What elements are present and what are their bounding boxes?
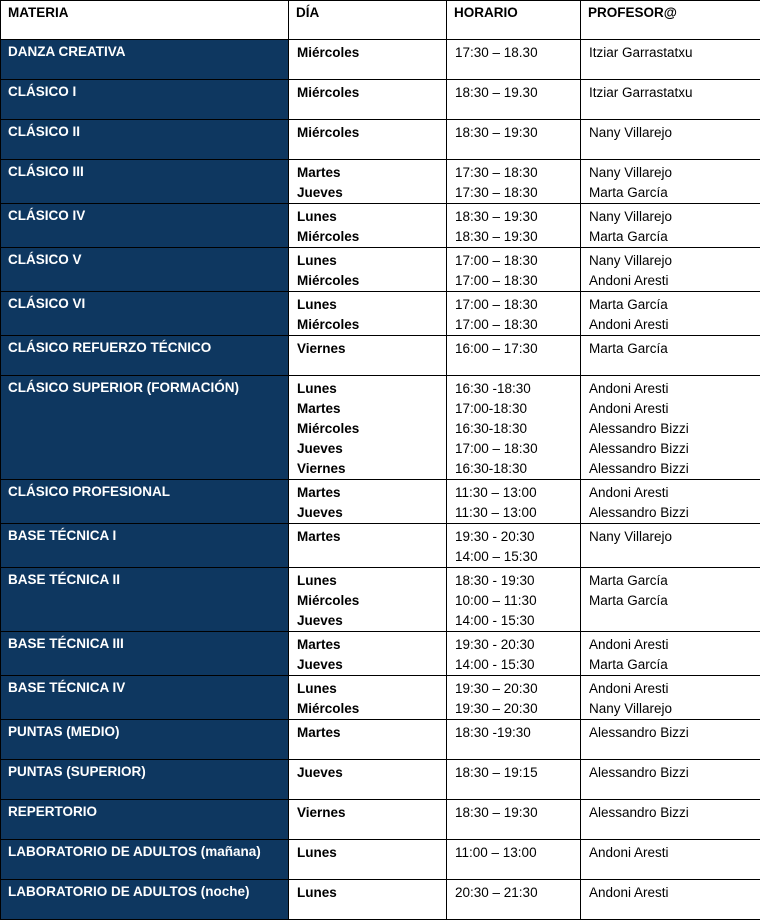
dia-cell — [289, 40, 447, 80]
horario-value: 18:30 – 19.30 — [455, 83, 572, 103]
profesor-value: Nany Villarejo — [589, 251, 752, 271]
materia-label: BASE TÉCNICA IV — [1, 676, 288, 699]
horario-value: 16:30 -18:30 — [455, 379, 572, 399]
profesor-cell — [581, 720, 760, 760]
table-row — [1, 80, 760, 120]
dia-cell — [289, 120, 447, 160]
materia-label: CLÁSICO II — [1, 120, 288, 143]
profesor-value: Nany Villarejo — [589, 123, 752, 143]
materia-cell — [1, 336, 289, 376]
profesor-cell — [581, 632, 760, 676]
horario-value: 18:30 -19:30 — [455, 723, 572, 743]
profesor-value: Alessandro Bizzi — [589, 459, 752, 479]
materia-label: CLÁSICO PROFESIONAL — [1, 480, 288, 503]
horario-cell — [447, 480, 581, 524]
table-row — [1, 880, 760, 920]
dia-value: Viernes — [297, 803, 438, 823]
horario-value: 17:30 – 18:30 — [455, 163, 572, 183]
materia-cell — [1, 632, 289, 676]
dia-value: Viernes — [297, 459, 438, 479]
horario-cell — [447, 800, 581, 840]
materia-cell — [1, 160, 289, 204]
profesor-value: Alessandro Bizzi — [589, 503, 752, 523]
profesor-value: Alessandro Bizzi — [589, 763, 752, 783]
profesor-value: Marta García — [589, 295, 752, 315]
horario-cell — [447, 120, 581, 160]
materia-label: CLÁSICO IV — [1, 204, 288, 227]
dia-value: Miércoles — [297, 227, 438, 247]
profesor-value: Itziar Garrastatxu — [589, 83, 752, 103]
horario-value: 17:00 – 18:30 — [455, 315, 572, 335]
table-row — [1, 720, 760, 760]
profesor-value: Itziar Garrastatxu — [589, 43, 752, 63]
materia-cell — [1, 800, 289, 840]
dia-cell — [289, 248, 447, 292]
profesor-value: Marta García — [589, 591, 752, 611]
materia-label: CLÁSICO VI — [1, 292, 288, 315]
profesor-value: Marta García — [589, 655, 752, 675]
horario-value: 19:30 – 20:30 — [455, 679, 572, 699]
horario-cell — [447, 80, 581, 120]
materia-label: DANZA CREATIVA — [1, 40, 288, 63]
horario-value: 17:30 – 18:30 — [455, 183, 572, 203]
horario-value: 14:00 - 15:30 — [455, 655, 572, 675]
profesor-value: Alessandro Bizzi — [589, 439, 752, 459]
profesor-cell — [581, 676, 760, 720]
profesor-cell — [581, 840, 760, 880]
dia-value: Lunes — [297, 295, 438, 315]
profesor-cell — [581, 524, 760, 568]
materia-cell — [1, 292, 289, 336]
materia-cell — [1, 568, 289, 632]
horario-value: 11:30 – 13:00 — [455, 483, 572, 503]
table-row — [1, 480, 760, 524]
materia-cell — [1, 676, 289, 720]
profesor-cell — [581, 880, 760, 920]
table-row — [1, 160, 760, 204]
materia-cell — [1, 248, 289, 292]
dia-cell — [289, 480, 447, 524]
materia-cell — [1, 840, 289, 880]
dia-value: Miércoles — [297, 123, 438, 143]
profesor-value: Marta García — [589, 339, 752, 359]
horario-cell — [447, 568, 581, 632]
materia-label: BASE TÉCNICA II — [1, 568, 288, 591]
dia-value: Jueves — [297, 183, 438, 203]
materia-cell — [1, 760, 289, 800]
profesor-cell — [581, 40, 760, 80]
profesor-value: Andoni Aresti — [589, 379, 752, 399]
horario-cell — [447, 676, 581, 720]
dia-cell — [289, 760, 447, 800]
dia-value: Miércoles — [297, 83, 438, 103]
horario-cell — [447, 160, 581, 204]
horario-value: 18:30 – 19:15 — [455, 763, 572, 783]
dia-value: Martes — [297, 483, 438, 503]
horario-value: 19:30 – 20:30 — [455, 699, 572, 719]
materia-cell — [1, 880, 289, 920]
table-row — [1, 336, 760, 376]
dia-cell — [289, 800, 447, 840]
profesor-value: Alessandro Bizzi — [589, 803, 752, 823]
table-row — [1, 676, 760, 720]
profesor-cell — [581, 800, 760, 840]
profesor-value: Alessandro Bizzi — [589, 723, 752, 743]
table-row — [1, 632, 760, 676]
materia-cell — [1, 376, 289, 480]
horario-cell — [447, 248, 581, 292]
table-row — [1, 800, 760, 840]
horario-value: 17:00 – 18:30 — [455, 271, 572, 291]
profesor-value: Andoni Aresti — [589, 843, 752, 863]
dia-value: Jueves — [297, 763, 438, 783]
profesor-cell — [581, 480, 760, 524]
profesor-value: Alessandro Bizzi — [589, 419, 752, 439]
horario-cell — [447, 760, 581, 800]
materia-cell — [1, 40, 289, 80]
table-row — [1, 524, 760, 568]
profesor-value: Andoni Aresti — [589, 483, 752, 503]
dia-value: Jueves — [297, 655, 438, 675]
dia-value: Miércoles — [297, 591, 438, 611]
dia-value: Miércoles — [297, 699, 438, 719]
dia-value: Lunes — [297, 207, 438, 227]
horario-value: 19:30 - 20:30 — [455, 635, 572, 655]
dia-value: Miércoles — [297, 419, 438, 439]
profesor-value: Andoni Aresti — [589, 315, 752, 335]
materia-label: BASE TÉCNICA III — [1, 632, 288, 655]
profesor-value: Marta García — [589, 227, 752, 247]
dia-value: Viernes — [297, 339, 438, 359]
materia-cell — [1, 120, 289, 160]
dia-value: Martes — [297, 399, 438, 419]
horario-value: 17:00 – 18:30 — [455, 251, 572, 271]
horario-cell — [447, 632, 581, 676]
profesor-cell — [581, 248, 760, 292]
horario-cell — [447, 880, 581, 920]
table-row — [1, 376, 760, 480]
profesor-cell — [581, 760, 760, 800]
profesor-value: Nany Villarejo — [589, 207, 752, 227]
dia-value: Lunes — [297, 843, 438, 863]
horario-value: 10:00 – 11:30 — [455, 591, 572, 611]
horario-cell — [447, 720, 581, 760]
materia-cell — [1, 204, 289, 248]
header-dia: DÍA — [289, 1, 447, 40]
dia-value: Martes — [297, 527, 438, 547]
dia-cell — [289, 292, 447, 336]
horario-cell — [447, 840, 581, 880]
profesor-cell — [581, 204, 760, 248]
dia-value: Martes — [297, 723, 438, 743]
table-row — [1, 292, 760, 336]
profesor-value: Nany Villarejo — [589, 163, 752, 183]
dia-cell — [289, 880, 447, 920]
horario-value: 17:00 – 18:30 — [455, 439, 572, 459]
dia-value: Jueves — [297, 611, 438, 631]
dia-value: Miércoles — [297, 43, 438, 63]
horario-value: 17:00 – 18:30 — [455, 295, 572, 315]
profesor-value: Nany Villarejo — [589, 527, 752, 547]
dia-value: Lunes — [297, 571, 438, 591]
dia-cell — [289, 524, 447, 568]
profesor-cell — [581, 160, 760, 204]
dia-value: Lunes — [297, 679, 438, 699]
dia-cell — [289, 840, 447, 880]
profesor-cell — [581, 292, 760, 336]
dia-cell — [289, 80, 447, 120]
dia-value: Martes — [297, 163, 438, 183]
materia-label: CLÁSICO I — [1, 80, 288, 103]
dia-cell — [289, 568, 447, 632]
horario-value: 11:00 – 13:00 — [455, 843, 572, 863]
table-row — [1, 568, 760, 632]
horario-value: 18:30 – 19:30 — [455, 803, 572, 823]
dia-value: Jueves — [297, 439, 438, 459]
header-horario: HORARIO — [447, 1, 581, 40]
dia-value: Lunes — [297, 883, 438, 903]
horario-value: 14:00 – 15:30 — [455, 547, 572, 567]
header-profesor: PROFESOR@ — [581, 1, 760, 40]
materia-label: CLÁSICO SUPERIOR (FORMACIÓN) — [1, 376, 288, 399]
horario-value: 14:00 - 15:30 — [455, 611, 572, 631]
materia-cell — [1, 80, 289, 120]
materia-label: PUNTAS (SUPERIOR) — [1, 760, 288, 783]
horario-value: 16:00 – 17:30 — [455, 339, 572, 359]
profesor-value: Andoni Aresti — [589, 635, 752, 655]
dia-cell — [289, 720, 447, 760]
horario-cell — [447, 292, 581, 336]
profesor-value: Marta García — [589, 571, 752, 591]
horario-value: 16:30-18:30 — [455, 459, 572, 479]
profesor-value: Andoni Aresti — [589, 679, 752, 699]
dia-value: Jueves — [297, 503, 438, 523]
materia-label: CLÁSICO III — [1, 160, 288, 183]
profesor-cell — [581, 568, 760, 632]
materia-label: CLÁSICO REFUERZO TÉCNICO — [1, 336, 288, 359]
profesor-cell — [581, 80, 760, 120]
horario-cell — [447, 40, 581, 80]
horario-value: 18:30 - 19:30 — [455, 571, 572, 591]
horario-cell — [447, 336, 581, 376]
dia-value: Lunes — [297, 379, 438, 399]
materia-label: PUNTAS (MEDIO) — [1, 720, 288, 743]
dia-cell — [289, 676, 447, 720]
table-row — [1, 40, 760, 80]
horario-value: 20:30 – 21:30 — [455, 883, 572, 903]
horario-value: 17:30 – 18.30 — [455, 43, 572, 63]
profesor-value: Andoni Aresti — [589, 883, 752, 903]
dia-value: Miércoles — [297, 271, 438, 291]
table-row — [1, 760, 760, 800]
profesor-value: Marta García — [589, 183, 752, 203]
dia-value: Martes — [297, 635, 438, 655]
profesor-cell — [581, 120, 760, 160]
profesor-value: Nany Villarejo — [589, 699, 752, 719]
materia-cell — [1, 480, 289, 524]
horario-value: 18:30 – 19:30 — [455, 123, 572, 143]
table-row — [1, 840, 760, 880]
materia-cell — [1, 720, 289, 760]
horario-cell — [447, 204, 581, 248]
horario-cell — [447, 376, 581, 480]
materia-label: LABORATORIO DE ADULTOS (mañana) — [1, 840, 288, 863]
dia-value: Miércoles — [297, 315, 438, 335]
header-row — [1, 1, 760, 40]
dia-cell — [289, 632, 447, 676]
horario-value: 16:30-18:30 — [455, 419, 572, 439]
horario-value: 19:30 - 20:30 — [455, 527, 572, 547]
profesor-value: Andoni Aresti — [589, 271, 752, 291]
horario-cell — [447, 524, 581, 568]
horario-value: 18:30 – 19:30 — [455, 207, 572, 227]
profesor-cell — [581, 376, 760, 480]
table-row — [1, 204, 760, 248]
dia-cell — [289, 336, 447, 376]
table-row — [1, 120, 760, 160]
materia-label: REPERTORIO — [1, 800, 288, 823]
dia-value: Lunes — [297, 251, 438, 271]
materia-cell — [1, 524, 289, 568]
header-materia: MATERIA — [1, 1, 289, 40]
horario-value: 18:30 – 19:30 — [455, 227, 572, 247]
profesor-cell — [581, 336, 760, 376]
table-row — [1, 248, 760, 292]
schedule-body — [1, 40, 760, 920]
materia-label: CLÁSICO V — [1, 248, 288, 271]
dia-cell — [289, 204, 447, 248]
dia-cell — [289, 376, 447, 480]
materia-label: LABORATORIO DE ADULTOS (noche) — [1, 880, 288, 903]
horario-value: 11:30 – 13:00 — [455, 503, 572, 523]
horario-value: 17:00-18:30 — [455, 399, 572, 419]
profesor-value: Andoni Aresti — [589, 399, 752, 419]
materia-label: BASE TÉCNICA I — [1, 524, 288, 547]
dia-cell — [289, 160, 447, 204]
